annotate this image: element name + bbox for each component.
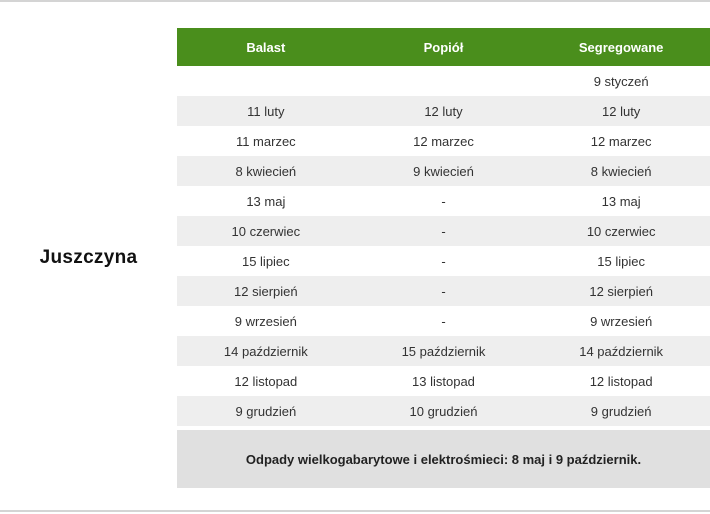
table-row: [177, 366, 710, 396]
table-row: [177, 246, 710, 276]
table-row: [177, 96, 710, 126]
schedule-cell: 9 styczeń: [532, 66, 710, 96]
bottom-divider: [0, 510, 710, 512]
schedule-cell: 12 sierpień: [177, 276, 355, 306]
schedule-cell: [177, 66, 355, 96]
schedule-cell: 12 sierpień: [532, 276, 710, 306]
schedule-cell: 9 wrzesień: [177, 306, 355, 336]
schedule-cell: 9 grudzień: [532, 396, 710, 426]
schedule-cell: -: [355, 246, 533, 276]
schedule-section: [0, 28, 710, 488]
column-header-popiol: Popiół: [355, 28, 533, 66]
table-row: [177, 126, 710, 156]
schedule-cell: 15 lipiec: [532, 246, 710, 276]
schedule-cell: -: [355, 306, 533, 336]
table-row: [177, 306, 710, 336]
schedule-cell: 13 maj: [532, 186, 710, 216]
schedule-cell: 14 październik: [532, 336, 710, 366]
schedule-cell: 10 grudzień: [355, 396, 533, 426]
town-name-label: Juszczyna: [39, 247, 138, 268]
table-row: [177, 186, 710, 216]
schedule-cell: 9 grudzień: [177, 396, 355, 426]
schedule-cell: 15 lipiec: [177, 246, 355, 276]
schedule-cell: 10 czerwiec: [177, 216, 355, 246]
schedule-cell: 12 listopad: [177, 366, 355, 396]
schedule-cell: 12 marzec: [355, 126, 533, 156]
schedule-cell: 15 październik: [355, 336, 533, 366]
schedule-cell: 9 wrzesień: [532, 306, 710, 336]
schedule-table-body: [177, 66, 710, 426]
schedule-cell: 8 kwiecień: [177, 156, 355, 186]
schedule-cell: -: [355, 186, 533, 216]
schedule-cell: 11 marzec: [177, 126, 355, 156]
schedule-cell: [355, 66, 533, 96]
schedule-cell: 14 październik: [177, 336, 355, 366]
column-header-segregowane: Segregowane: [532, 28, 710, 66]
table-row: [177, 276, 710, 306]
table-row: [177, 216, 710, 246]
schedule-cell: 11 luty: [177, 96, 355, 126]
schedule-table-header: [177, 28, 710, 66]
schedule-cell: -: [355, 276, 533, 306]
top-divider: [0, 0, 710, 2]
table-row: [177, 66, 710, 96]
schedule-cell: 12 luty: [532, 96, 710, 126]
bulky-waste-note: Odpady wielkogabarytowe i elektrośmieci: 8 maj i 9 październik.: [177, 430, 710, 488]
town-label-pane: [0, 28, 177, 488]
schedule-cell: 12 luty: [355, 96, 533, 126]
schedule-cell: 9 kwiecień: [355, 156, 533, 186]
schedule-table-pane: [177, 28, 710, 488]
schedule-cell: 12 listopad: [532, 366, 710, 396]
schedule-cell: 13 listopad: [355, 366, 533, 396]
column-header-balast: Balast: [177, 28, 355, 66]
schedule-cell: 12 marzec: [532, 126, 710, 156]
schedule-cell: 10 czerwiec: [532, 216, 710, 246]
schedule-cell: -: [355, 216, 533, 246]
schedule-cell: 8 kwiecień: [532, 156, 710, 186]
table-row: [177, 396, 710, 426]
schedule-cell: 13 maj: [177, 186, 355, 216]
schedule-table: [177, 28, 710, 426]
table-row: [177, 156, 710, 186]
header-row: [177, 28, 710, 66]
table-row: [177, 336, 710, 366]
